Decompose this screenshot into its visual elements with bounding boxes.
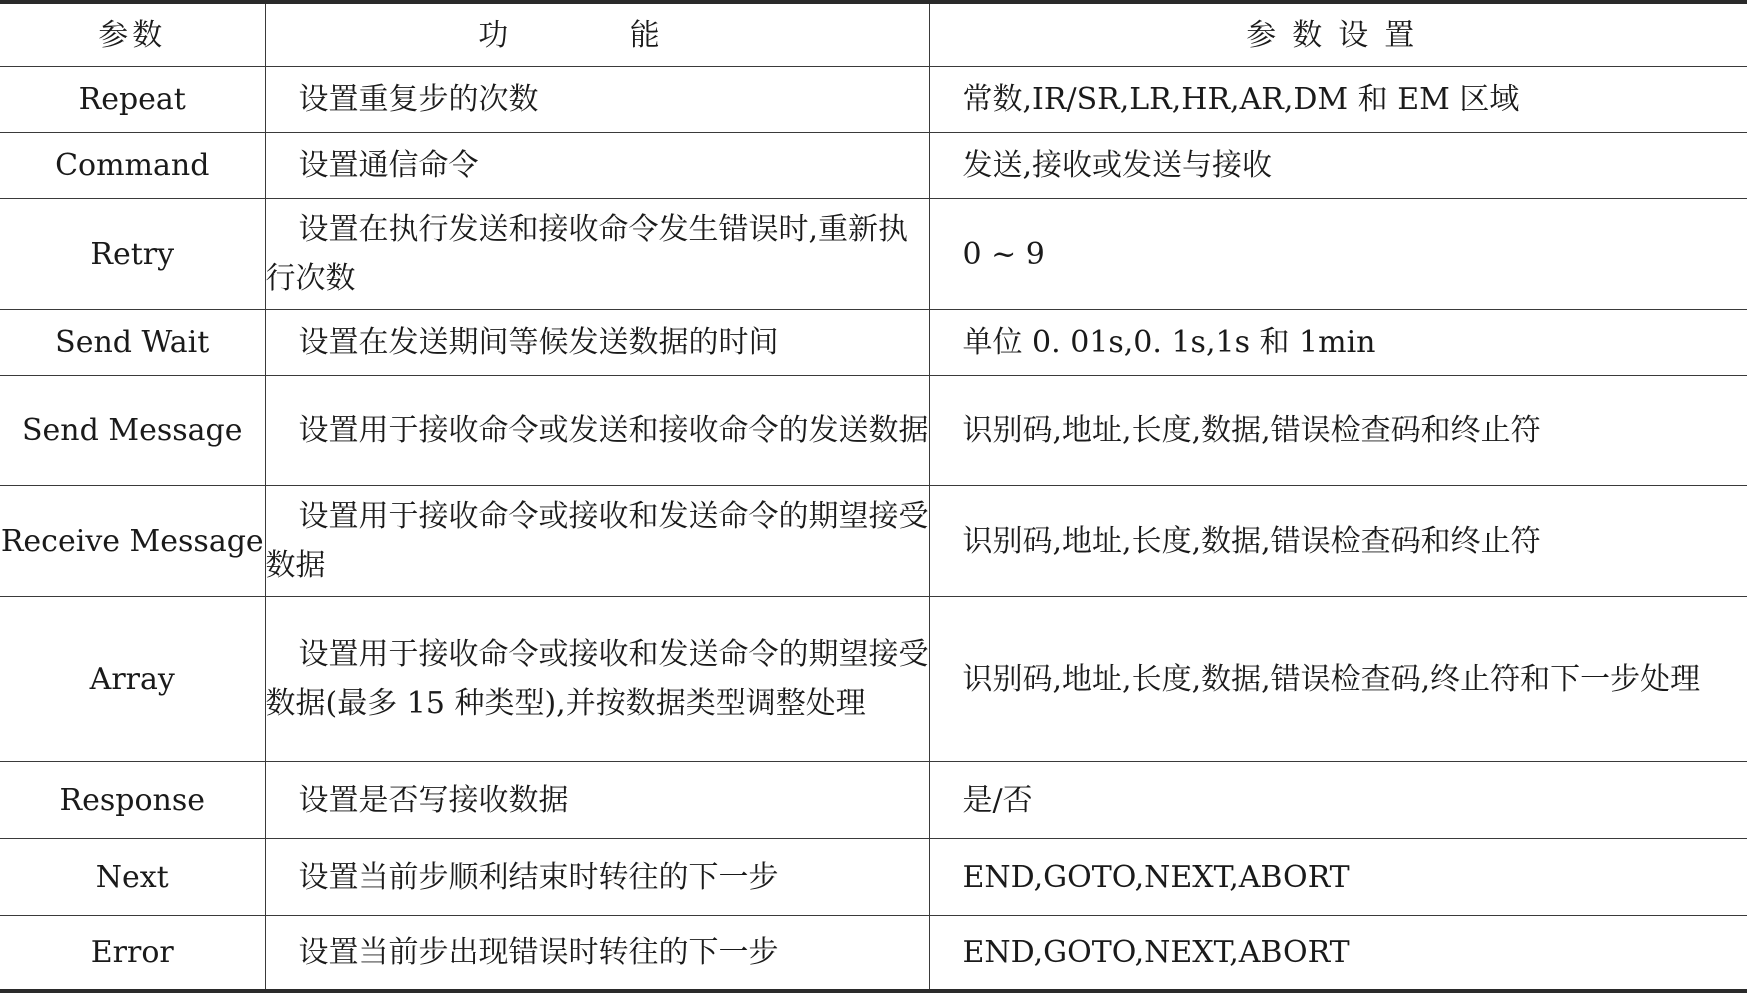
table-row <box>0 199 1747 310</box>
param-name: Next <box>0 839 265 916</box>
param-function: 设置当前步出现错误时转往的下一步 <box>265 916 929 991</box>
param-setting: 是/否 <box>929 762 1747 839</box>
param-setting: 单位 0. 01s,0. 1s,1s 和 1min <box>929 310 1747 376</box>
param-function: 设置用于接收命令或接收和发送命令的期望接受数据 <box>265 486 929 597</box>
param-name: Error <box>0 916 265 991</box>
param-setting: 常数,IR/SR,LR,HR,AR,DM 和 EM 区域 <box>929 67 1747 133</box>
table-row <box>0 376 1747 486</box>
param-setting: 发送,接收或发送与接收 <box>929 133 1747 199</box>
table-row <box>0 839 1747 916</box>
param-name: Response <box>0 762 265 839</box>
param-name: Receive Message <box>0 486 265 597</box>
param-function: 设置通信命令 <box>265 133 929 199</box>
param-name: Command <box>0 133 265 199</box>
param-function: 设置重复步的次数 <box>265 67 929 133</box>
param-name: Repeat <box>0 67 265 133</box>
param-setting: 识别码,地址,长度,数据,错误检查码和终止符 <box>929 376 1747 486</box>
param-setting: 0 ~ 9 <box>929 199 1747 310</box>
header-param: 参数 <box>0 2 265 67</box>
param-setting: 识别码,地址,长度,数据,错误检查码,终止符和下一步处理 <box>929 597 1747 762</box>
param-function: 设置是否写接收数据 <box>265 762 929 839</box>
param-function: 设置当前步顺利结束时转往的下一步 <box>265 839 929 916</box>
header-function: 功 能 <box>265 2 929 67</box>
param-setting: END,GOTO,NEXT,ABORT <box>929 839 1747 916</box>
param-function: 设置用于接收命令或发送和接收命令的发送数据 <box>265 376 929 486</box>
param-name: Retry <box>0 199 265 310</box>
header-setting: 参数设置 <box>929 2 1747 67</box>
table-row <box>0 67 1747 133</box>
table-row <box>0 762 1747 839</box>
param-function: 设置在发送期间等候发送数据的时间 <box>265 310 929 376</box>
table-row <box>0 133 1747 199</box>
table-row <box>0 486 1747 597</box>
param-function: 设置用于接收命令或接收和发送命令的期望接受数据(最多 15 种类型),并按数据类型调整处理 <box>265 597 929 762</box>
param-setting: END,GOTO,NEXT,ABORT <box>929 916 1747 991</box>
param-name: Array <box>0 597 265 762</box>
table-row <box>0 310 1747 376</box>
param-name: Send Wait <box>0 310 265 376</box>
param-name: Send Message <box>0 376 265 486</box>
table-row <box>0 916 1747 991</box>
param-setting: 识别码,地址,长度,数据,错误检查码和终止符 <box>929 486 1747 597</box>
table-header-row <box>0 2 1747 67</box>
param-function: 设置在执行发送和接收命令发生错误时,重新执行次数 <box>265 199 929 310</box>
table-row <box>0 597 1747 762</box>
